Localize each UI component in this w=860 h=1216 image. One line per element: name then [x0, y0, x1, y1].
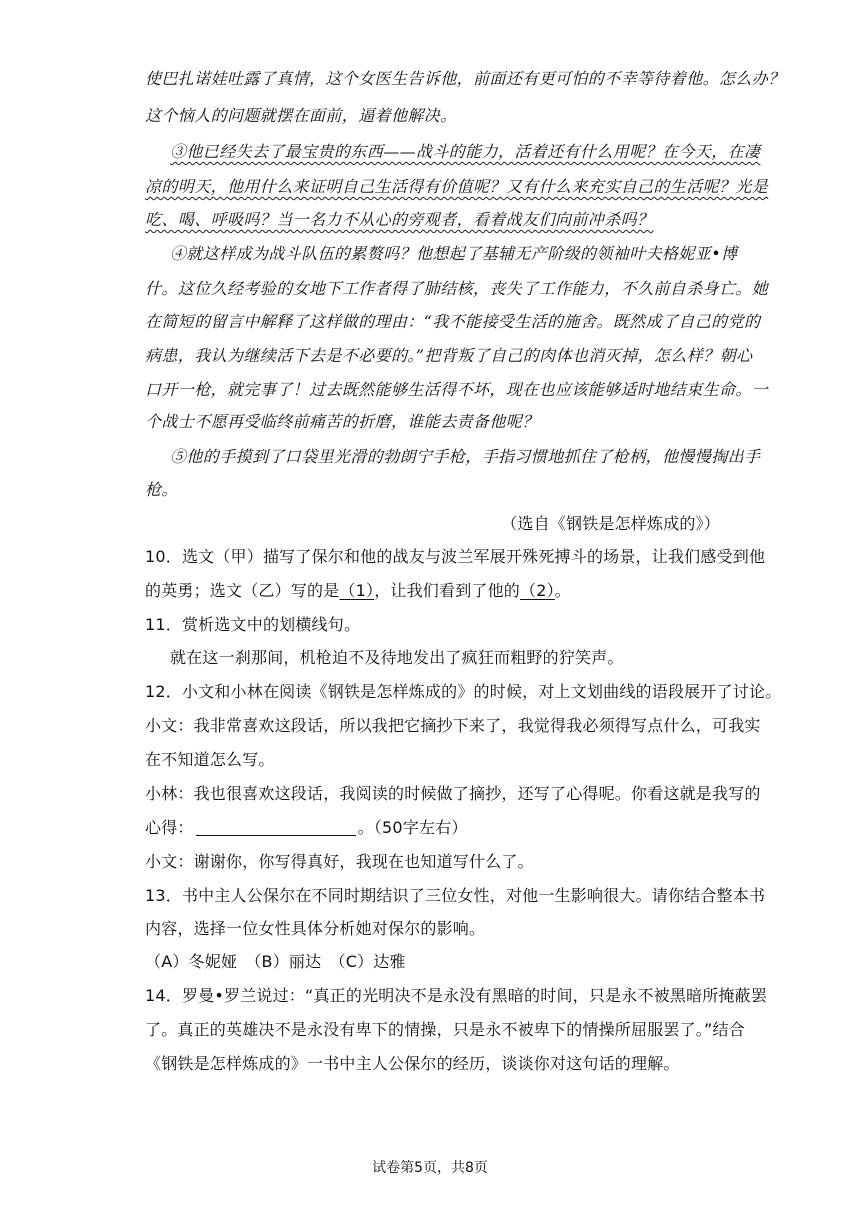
passage-line: ⑤他的手摸到了口袋里光滑的勃朗宁手枪，手指习惯地抓住了枪柄，他慢慢掏出手	[170, 447, 761, 466]
question-11-stem: 11．赏析选文中的划横线句。	[145, 615, 361, 634]
answer-blank-2[interactable]: （2）	[520, 581, 555, 600]
question-13-options: （A）冬妮娅 （B）丽达 （C）达雅	[145, 952, 406, 971]
question-12-dialogue: 小文：我非常喜欢这段话，所以我把它摘抄下来了，我觉得我必须得写点什么，可我实	[145, 716, 761, 735]
passage-line-wavy	[145, 176, 769, 198]
question-14-line1: 14．罗曼•罗兰说过：“真正的光明决不是永没有黑暗的时间，只是永不被黑暗所掩蔽罢	[145, 986, 768, 1005]
passage-line: 这个恼人的问题就摆在面前，逼着他解决。	[145, 106, 457, 125]
question-12-dialogue: 在不知道怎么写。	[145, 750, 275, 769]
question-10-line2	[145, 580, 720, 602]
passage-line: 使巴扎诺娃吐露了真情，这个女医生告诉他，前面还有更可怕的不幸等待着他。怎么办？	[145, 69, 785, 88]
answer-blank[interactable]	[196, 819, 356, 836]
question-13-line1: 13．书中主人公保尔在不同时期结识了三位女性，对他一生影响很大。请你结合整本书	[145, 886, 766, 905]
passage-line: 枪。	[145, 480, 178, 499]
answer-blank-1[interactable]: （1）	[339, 581, 375, 600]
question-12-dialogue: 小文：谢谢你，你写得真好，我现在也知道写什么了。	[145, 852, 534, 871]
question-12-dialogue: 小林：我也很喜欢这段话，我阅读的时候做了摘抄，还写了心得呢。你看这就是我写的	[145, 784, 761, 803]
passage-line: 口开一枪，就完事了！过去既然能够生活得不坏，现在也应该能够适时地结束生命。一	[145, 380, 769, 399]
passage-line: 什。这位久经考验的女地下工作者得了肺结核，丧失了工作能力，不久前自杀身亡。她	[145, 279, 769, 298]
question-12-text: 。（50字左右）	[357, 818, 468, 837]
wavy-text: 吃、喝、呼吸吗？当一名力不从心的旁观者，看着战友们向前冲杀吗？	[145, 210, 654, 229]
question-12-text: 心得：	[145, 818, 194, 837]
question-10-line1: 10．选文（甲）描写了保尔和他的战友与波兰军展开殊死搏斗的场景，让我们感受到他	[145, 547, 766, 566]
passage-line-wavy	[145, 209, 720, 231]
wavy-text: ③他已经失去了最宝贵的东西——战斗的能力，活着还有什么用呢？在今天，在凄	[170, 142, 761, 161]
question-10-text: 的英勇；选文（乙）写的是	[145, 581, 340, 600]
question-10-text: 。	[554, 581, 571, 600]
question-14-line2: 了。真正的英雄决不是永没有卑下的情操，只是永不被卑下的情操所屈服罢了。”结合	[145, 1020, 745, 1039]
question-12-stem: 12．小文和小林在阅读《钢铁是怎样炼成的》的时候，对上文划曲线的语段展开了讨论。	[145, 682, 782, 701]
page-footer: 试卷第5页，共8页	[372, 1160, 488, 1176]
question-11-quote: 就在这一刹那间，机枪迫不及待地发出了疯狂而粗野的狞笑声。	[170, 648, 624, 667]
question-12-answer-line	[145, 817, 720, 839]
passage-source: （选自《钢铁是怎样炼成的》）	[501, 514, 720, 533]
passage-line-wavy	[170, 141, 761, 163]
wavy-text: 凉的明天，他用什么来证明自己生活得有价值呢？又有什么来充实自己的生活呢？光是	[145, 177, 769, 196]
passage-line: 个战士不愿再受临终前痛苦的折磨，谁能去责备他呢？	[145, 412, 539, 431]
passage-line: ④就这样成为战斗队伍的累赘吗？他想起了基辅无产阶级的领袖叶夫格妮亚•博	[170, 244, 738, 263]
passage-line: 在简短的留言中解释了这样做的理由：“我不能接受生活的施舍。既然成了自己的党的	[145, 312, 761, 331]
question-10-text: ，让我们看到了他的	[374, 581, 520, 600]
passage-line: 病患，我认为继续活下去是不必要的。”把背叛了自己的肉体也消灭掉，怎么样？朝心	[145, 346, 753, 365]
question-13-line2: 内容，选择一位女性具体分析她对保尔的影响。	[145, 919, 486, 938]
question-14-line3: 《钢铁是怎样炼成的》一书中主人公保尔的经历，谈谈你对这句话的理解。	[145, 1054, 680, 1073]
